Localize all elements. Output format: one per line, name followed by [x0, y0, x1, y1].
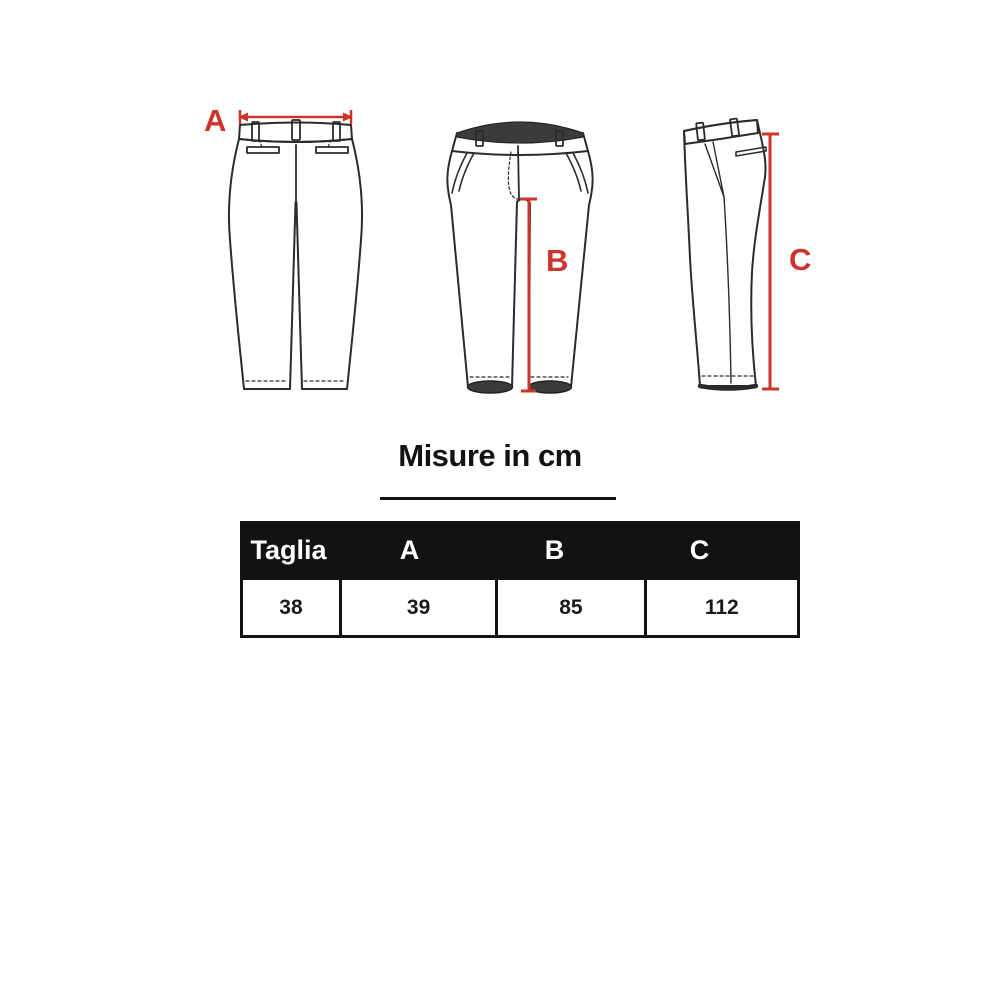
- belt-loop: [696, 123, 705, 141]
- front-pocket-curves: [452, 153, 588, 193]
- left-hem-opening: [468, 381, 513, 393]
- measure-b-label: B: [546, 243, 569, 278]
- pants-side-view-drawing: [684, 119, 811, 389]
- side-waistband: [684, 120, 758, 144]
- size-table-header-c: C: [689, 535, 710, 565]
- size-table-header-row: [240, 521, 800, 580]
- pants-back-view-drawing: [204, 103, 362, 389]
- side-crease-line: [724, 197, 731, 383]
- back-waistband: [239, 123, 352, 143]
- size-table-header-a: A: [399, 535, 420, 565]
- size-table-row: [240, 580, 800, 638]
- size-table-header-b: B: [544, 535, 565, 565]
- pants-front-view-drawing: [447, 122, 592, 393]
- back-pocket-welt: [247, 147, 279, 153]
- front-inseam-outline: [512, 199, 530, 387]
- size-table-header-taglia: Taglia: [250, 535, 327, 565]
- size-table-cell-c: 112: [644, 580, 797, 635]
- side-back-pocket-welt: [736, 147, 766, 156]
- front-right-leg-outline: [571, 151, 593, 387]
- size-table: [240, 521, 800, 638]
- measure-b-line: [520, 199, 537, 391]
- waist-button: [516, 137, 523, 144]
- belt-loop: [730, 119, 739, 137]
- size-table-cell-a: 39: [339, 580, 495, 635]
- size-table-cell-taglia: 38: [279, 595, 303, 619]
- side-view-silhouette: [684, 120, 766, 386]
- center-front-seam: [518, 146, 519, 199]
- side-dart-lines: [705, 142, 724, 197]
- size-table-cell-b: 85: [495, 580, 643, 635]
- title-underline: [380, 497, 616, 500]
- fly-j-stitch: [508, 152, 518, 199]
- measure-a-label: A: [204, 103, 227, 138]
- front-left-leg-outline: [447, 151, 468, 387]
- pants-diagrams: [0, 0, 1000, 430]
- side-hem-edge: [700, 386, 756, 389]
- size-chart-title: Misure in cm: [398, 438, 582, 473]
- back-pocket-welt: [316, 147, 348, 153]
- measure-c-label: C: [789, 242, 812, 277]
